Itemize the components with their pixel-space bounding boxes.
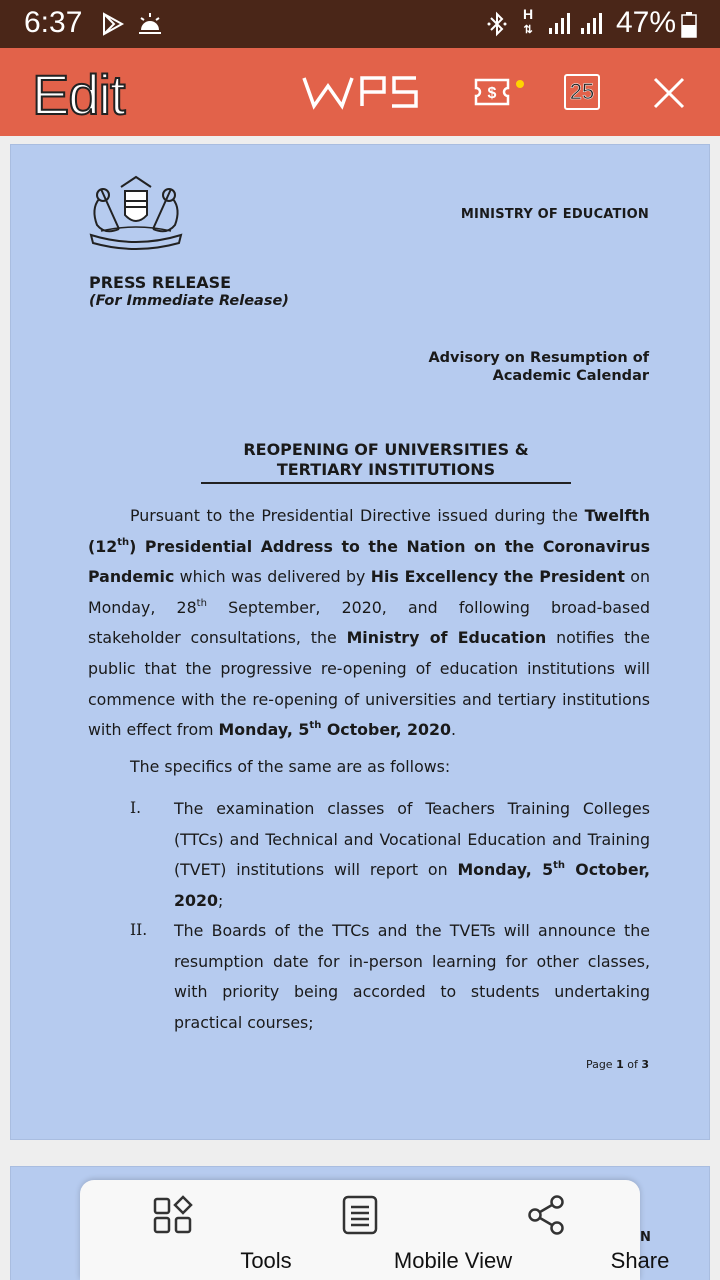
share-button[interactable] bbox=[454, 1180, 670, 1280]
page2-text-fragment: N bbox=[640, 1230, 651, 1245]
page-number: Page 1 of 3 bbox=[585, 1058, 649, 1071]
mobile-view-icon bbox=[339, 1194, 381, 1240]
tools-label: Tools bbox=[240, 1248, 292, 1273]
status-bar bbox=[0, 0, 720, 48]
battery-percent: 47% bbox=[616, 6, 677, 39]
edit-button[interactable]: Edit bbox=[32, 63, 125, 126]
list-item: The examination classes of Teachers Training Colleges (TTCs) and Technical and Vocational Education and Training (TVET) institutions will report on Monday, 5th October, 2020; bbox=[174, 799, 650, 910]
weather-icon bbox=[137, 10, 163, 40]
svg-text:$: $ bbox=[487, 85, 497, 102]
bottom-action-bar bbox=[80, 1180, 670, 1280]
list-item-number: II. bbox=[130, 921, 148, 939]
tools-button[interactable] bbox=[80, 1180, 292, 1280]
coat-of-arms-emblem bbox=[81, 169, 191, 257]
signal-icon bbox=[548, 12, 576, 40]
close-icon[interactable] bbox=[652, 76, 686, 114]
heading-underline bbox=[201, 482, 571, 484]
premium-dollar-icon[interactable] bbox=[472, 74, 528, 114]
immediate-release-note: (For Immediate Release) bbox=[89, 293, 289, 309]
network-type: H ⇅ bbox=[523, 6, 534, 36]
tools-icon bbox=[152, 1194, 194, 1240]
share-label: Share bbox=[610, 1248, 670, 1273]
list-item: The Boards of the TTCs and the TVETs will announce the resumption date for in-person learning for other classes, with priority being accorded to students undertaking practical courses; bbox=[174, 921, 650, 1032]
ministry-header: MINISTRY OF EDUCATION bbox=[460, 207, 649, 222]
press-release-title: PRESS RELEASE bbox=[89, 273, 232, 292]
bluetooth-icon bbox=[486, 10, 508, 42]
mobile-view-button[interactable] bbox=[267, 1180, 513, 1280]
mobile-view-label: Mobile View bbox=[393, 1248, 513, 1273]
share-icon bbox=[526, 1194, 568, 1240]
battery-icon bbox=[681, 12, 697, 42]
advisory-subject: Advisory on Resumption of Academic Calendar bbox=[428, 350, 649, 384]
app-toolbar bbox=[0, 48, 720, 136]
clock: 6:37 bbox=[24, 6, 83, 39]
list-item-number: I. bbox=[130, 799, 142, 817]
specifics-intro: The specifics of the same are as follows: bbox=[130, 757, 451, 776]
document-page[interactable] bbox=[10, 144, 710, 1140]
wps-logo bbox=[300, 72, 420, 116]
document-heading: REOPENING OF UNIVERSITIES & TERTIARY INSTITUTIONS bbox=[243, 440, 529, 479]
signal-icon-2 bbox=[580, 12, 608, 40]
open-documents-count[interactable]: 25 bbox=[564, 74, 600, 110]
main-paragraph: Pursuant to the Presidential Directive issued during the Twelfth (12th) Presidential Address to the Nation on the Coronavirus Pandemic which was delivered by His Excellency the President on Monday, 28th September, 2020, and following broad-based stakeholder consultations, the Ministry of Education notifies the public that the progressive re-opening of education institutions will commence with the re-opening of universities and tertiary institutions with effect from Monday, 5th October, 2020. bbox=[88, 506, 650, 740]
play-store-icon bbox=[101, 12, 125, 40]
